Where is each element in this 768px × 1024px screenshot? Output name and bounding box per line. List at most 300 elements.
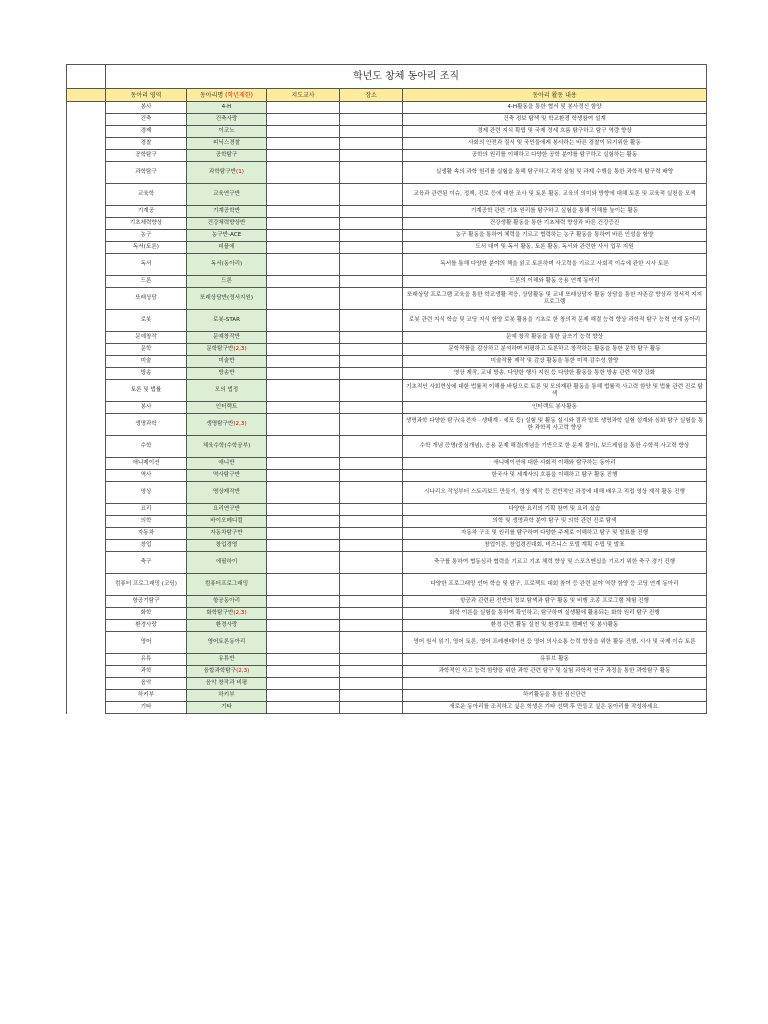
blank-cell [67,690,106,702]
grade-limit-note: (2,3) [236,668,250,674]
club-name: 요리연구반 [212,506,241,512]
header-row [67,89,707,102]
area-cell: 자동차 [106,528,187,540]
activity-cell: 시나리오 작성부터 스토리보드 만들기, 영상 제작 등 전반적인 과정에 대해 배우고 직접 영상 제작 활동 진행 [403,482,707,504]
activity-cell: 축구를 통하여 협동심과 협력을 기르고 기초 체력 향상 및 스포츠맨십을 기르기 위한 축구 경기 진행 [403,552,707,574]
activity-cell: 한국사 및 세계사의 흐름을 이해하고 탐구 활동 진행 [403,470,707,482]
advisor-cell [267,102,340,114]
activity-cell: 화학 이론을 실험을 통하여 확인하고, 탐구하며 실생활에 활용되는 화학 원리 탐구 진행 [403,608,707,620]
table-row [67,150,707,162]
advisor-cell [267,126,340,138]
place-cell [340,608,403,620]
advisor-cell [267,482,340,504]
club-name: 모의 법정 [214,387,239,393]
activity-cell: 새로운 동아리를 조직하고 싶은 학생은 기타 선택 후 만들고 싶은 동아리를 작성하세요. [403,702,707,714]
club-cell [187,126,267,138]
activity-cell: 농구 활동을 통하여 체력을 기르고 협력하는 농구 활동을 통하여 바른 인성을 함양 [403,230,707,242]
blank-cell [67,218,106,230]
blank-cell [67,470,106,482]
table-row [67,162,707,184]
area-cell: 기계공 [106,206,187,218]
blank-cell [67,504,106,516]
table-row [67,206,707,218]
table-row [67,504,707,516]
table-row [67,632,707,654]
club-name: 방송반 [218,370,235,376]
advisor-cell [267,380,340,402]
area-cell: 의학 [106,516,187,528]
blank-cell [67,89,106,102]
advisor-cell [267,288,340,310]
place-cell [340,184,403,206]
advisor-cell [267,436,340,458]
activity-cell: 환경 관련 활동 실천 및 환경보호 캠페인 및 봉사활동 [403,620,707,632]
area-cell: 애니메이션 [106,458,187,470]
area-cell: 농구 [106,230,187,242]
club-name: 농구반-ACE [211,232,242,238]
area-cell: 요리 [106,504,187,516]
advisor-cell [267,206,340,218]
header-activity: 동아리 활동 내용 [403,89,707,102]
place-cell [340,402,403,414]
activity-cell: 공학의 원리를 이해하고 다양한 공학 분야를 탐구하고 실험하는 활동 [403,150,707,162]
club-name: 독서(동아리) [210,261,243,267]
club-cell [187,504,267,516]
advisor-cell [267,184,340,206]
advisor-cell [267,552,340,574]
table-row [67,184,707,206]
advisor-cell [267,678,340,690]
club-cell [187,218,267,230]
activity-cell: 영상 제작, 교내 방송, 다양한 행사 지원 등 다양한 활동을 통한 방송 관련 역량 강화 [403,368,707,380]
place-cell [340,678,403,690]
blank-cell [67,114,106,126]
table-row [67,138,707,150]
table-row [67,666,707,678]
place-cell [340,414,403,436]
activity-cell: 4-H활동을 통한 협서 및 봉사정신 함양 [403,102,707,114]
activity-cell: 과학적인 사고 능력 함양을 위한 과학 관련 탐구 및 실험 과학적 연구 과정을 통한 과학탐구 활동 [403,666,707,678]
club-cell [187,414,267,436]
table-row [67,482,707,504]
blank-cell [67,702,106,714]
table-row [67,218,707,230]
blank-cell [67,126,106,138]
area-cell: 영상 [106,482,187,504]
club-organization-table [66,64,707,714]
place-cell [340,242,403,254]
table-row [67,702,707,714]
club-cell [187,690,267,702]
area-cell: 기초체력향상 [106,218,187,230]
table-row [67,344,707,356]
club-name: 바이오메디컬 [210,518,243,524]
activity-cell [403,678,707,690]
club-name: 역사탐구반 [212,472,241,478]
blank-cell [67,574,106,596]
blank-cell [67,482,106,504]
club-cell [187,184,267,206]
area-cell: 컴퓨터 프로그래밍 (코딩) [106,574,187,596]
blank-cell [67,458,106,470]
advisor-cell [267,150,340,162]
club-cell [187,436,267,458]
grade-limit-note: (2,3) [233,421,247,427]
place-cell [340,702,403,714]
club-name: 생명탐구반 [206,421,234,427]
area-cell: 교육학 [106,184,187,206]
place-cell [340,540,403,552]
area-cell: 영어 [106,632,187,654]
grade-limit-note: (1) [236,169,244,175]
advisor-cell [267,654,340,666]
table-row [67,678,707,690]
advisor-cell [267,368,340,380]
table-row [67,528,707,540]
blank-cell [67,528,106,540]
blank-cell [67,596,106,608]
table-row [67,380,707,402]
activity-cell: 창업이론, 창업경진대회, 비즈니스 모델 계획 수립 및 발표 [403,540,707,552]
club-name: 공학탐구 [215,152,238,158]
place-cell [340,254,403,276]
activity-cell: 건축 정보 탐색 및 학교환경 학생참여 설계 [403,114,707,126]
advisor-cell [267,138,340,150]
table-row [67,288,707,310]
club-name: 4-H [221,104,232,110]
place-cell [340,230,403,242]
place-cell [340,114,403,126]
place-cell [340,162,403,184]
area-cell: 공학탐구 [106,150,187,162]
area-cell: 환경사랑 [106,620,187,632]
place-cell [340,218,403,230]
club-cell [187,206,267,218]
club-cell [187,608,267,620]
activity-cell: 교육과 관련된 이슈, 정책, 진로 등에 대한 조사 및 토론 활동, 교육의 의미와 방향에 대해 토론 및 교육적 실천을 모색 [403,184,707,206]
blank-cell [67,608,106,620]
activity-cell: 자동차 구조 및 원리를 탐구하며 다양한 주제로 이해하고 탐구 및 발표를 진행 [403,528,707,540]
area-cell: 음악 [106,678,187,690]
advisor-cell [267,310,340,332]
advisor-cell [267,574,340,596]
club-name: 창업경영 [215,542,238,548]
place-cell [340,276,403,288]
club-name: 피닉스경찰 [212,140,241,146]
blank-cell [67,65,106,89]
club-cell [187,332,267,344]
table-row [67,242,707,254]
club-name: 피플에 [218,244,235,250]
club-cell [187,310,267,332]
blank-cell [67,276,106,288]
advisor-cell [267,516,340,528]
club-name: 미술반 [218,358,235,364]
area-cell: 문예창작 [106,332,187,344]
club-cell [187,596,267,608]
table-row [67,230,707,242]
club-name: 기타 [221,704,232,710]
activity-cell: 기초적인 사회현상에 대한 법률적 이해를 바탕으로 토론 및 모의재판 활동을 통해 법률적 사고력 함양 및 법률 관련 진로 탐색 [403,380,707,402]
table-row [67,368,707,380]
club-name: 에필하이 [215,559,238,565]
club-cell [187,344,267,356]
advisor-cell [267,702,340,714]
area-cell: 독서(토론) [106,242,187,254]
activity-cell: 항공과 관련된 전반의 정보 탐색과 탐구 활동 및 비행 조종 프로그램 체험 진행 [403,596,707,608]
activity-cell: 문예 창작 활동을 통한 글쓰기 능력 향상 [403,332,707,344]
grade-limit-note: (2,3) [233,610,247,616]
club-cell [187,254,267,276]
advisor-cell [267,356,340,368]
advisor-cell [267,596,340,608]
table-row [67,356,707,368]
advisor-cell [267,218,340,230]
table-row [67,596,707,608]
area-cell: 토론 및 법률 [106,380,187,402]
club-name: 건축사랑 [215,116,238,122]
area-cell: 생명과학 [106,414,187,436]
club-cell [187,552,267,574]
table-row [67,254,707,276]
club-cell [187,276,267,288]
club-name: 문학탐구반 [206,346,234,352]
place-cell [340,458,403,470]
club-name: 융합과학탐구 [203,668,237,674]
place-cell [340,620,403,632]
blank-cell [67,368,106,380]
area-cell: 방송 [106,368,187,380]
activity-cell: 또래상담 프로그램 교육을 통한 학교생활 적응, 상담활동 및 교내 또래상담자 활동 상담을 통한 자존감 향상과 정서적 지지 프로그램 [403,288,707,310]
club-name: 체육수학(수학공부) [202,443,251,449]
area-cell: 항공기탐구 [106,596,187,608]
blank-cell [67,310,106,332]
place-cell [340,332,403,344]
place-cell [340,574,403,596]
blank-cell [67,288,106,310]
table-row [67,310,707,332]
club-cell [187,380,267,402]
blank-cell [67,678,106,690]
club-name: 유튜반 [218,656,235,662]
activity-cell: 인터랙트 봉사활동 [403,402,707,414]
sheet-title: 학년도 창체 동아리 조직 [106,65,707,89]
header-area: 동아리 영역 [106,89,187,102]
blank-cell [67,552,106,574]
table-row [67,332,707,344]
blank-cell [67,344,106,356]
club-cell [187,114,267,126]
table-row [67,574,707,596]
activity-cell: 다양한 프로그래밍 언어 학습 및 탐구, 프로젝트 대회 참여 등 관련 분야 역량 함양 등 코딩 연계 동아리 [403,574,707,596]
club-cell [187,620,267,632]
blank-cell [67,356,106,368]
area-cell: 또래상담 [106,288,187,310]
club-name: 또래상담반(정서지원) [200,295,253,301]
club-cell [187,666,267,678]
club-name: 컴퓨터프로그래밍 [204,581,249,587]
blank-cell [67,632,106,654]
activity-cell: 기계공학 관련 기초 원리를 탐구하고 실험을 통해 이해를 높이는 활동 [403,206,707,218]
blank-cell [67,230,106,242]
header-club-name-label: 동아리명 [200,91,224,99]
activity-cell: 생명과학 다양한 탐구(유전자 · 생태계 · 세포 등) 실험 및 활동 실시와 결과 발표 생명과학 실험 설계와 심화 탐구 실험을 통한 과학적 사고력 향상 [403,414,707,436]
table-row [67,126,707,138]
place-cell [340,126,403,138]
place-cell [340,470,403,482]
place-cell [340,310,403,332]
area-cell: 기타 [106,702,187,714]
activity-cell: 수학 개념 증명(중심개념), 응용 문제 해결(개념을 기반으로 한 문제 풀이), 보드게임을 통한 수학적 사고력 향상 [403,436,707,458]
place-cell [340,596,403,608]
place-cell [340,102,403,114]
advisor-cell [267,230,340,242]
table-row [67,620,707,632]
activity-cell: 로봇 관련 지식 학습 및 코딩 지식 함양 로봇 활용을 기초로 한 창의적 문제 해결 능력 향상 과학적 탐구 능력 연계 동아리 [403,310,707,332]
activity-cell: 의학 및 생명과학 분야 탐구 및 의학 관련 진로 탐색 [403,516,707,528]
advisor-cell [267,276,340,288]
header-club-name-note: (학년제한) [225,91,253,99]
area-cell: 드론 [106,276,187,288]
activity-cell: 실생활 속의 과학 원리를 실험을 통해 탐구하고 과학 실험 및 과제 수행을 통한 과학적 탐구력 배양 [403,162,707,184]
area-cell: 수학 [106,436,187,458]
club-name: 자동차탐구반 [210,530,243,536]
blank-cell [67,436,106,458]
place-cell [340,552,403,574]
club-name: 음악 창작과 비평 [205,680,248,686]
club-name: 문예창작반 [212,334,241,340]
club-cell [187,516,267,528]
table-row [67,552,707,574]
header-club-name [187,89,267,102]
club-name: 건강체력향상반 [207,220,246,226]
area-cell: 축구 [106,552,187,574]
area-cell: 문학 [106,344,187,356]
club-cell [187,482,267,504]
blank-cell [67,138,106,150]
place-cell [340,666,403,678]
place-cell [340,288,403,310]
grade-limit-note: (2,3) [233,346,247,352]
area-cell: 봉사 [106,402,187,414]
advisor-cell [267,254,340,276]
club-name: 하키부 [218,692,235,698]
club-cell [187,458,267,470]
activity-cell: 도서 대여 및 독서 활동, 토론 활동, 독서와 관련한 사서 업무 지원 [403,242,707,254]
table-row [67,276,707,288]
advisor-cell [267,344,340,356]
advisor-cell [267,608,340,620]
club-name: 이코노 [218,128,235,134]
activity-cell: 건강생활 활동을 통한 기초체력 향상과 바른 건강증진 [403,218,707,230]
advisor-cell [267,504,340,516]
club-name: 로봇-STAR [212,317,241,323]
blank-cell [67,254,106,276]
place-cell [340,690,403,702]
table-row [67,540,707,552]
area-cell: 화학 [106,608,187,620]
advisor-cell [267,540,340,552]
place-cell [340,654,403,666]
club-name: 교육연구반 [212,191,241,197]
area-cell: 과학 [106,666,187,678]
advisor-cell [267,690,340,702]
table-row [67,458,707,470]
activity-cell: 애니메이션에 대한 사회적 이해와 탐구하는 동아리 [403,458,707,470]
area-cell: 창업 [106,540,187,552]
advisor-cell [267,470,340,482]
club-cell [187,102,267,114]
club-name: 드론 [221,278,232,284]
area-cell: 하키부 [106,690,187,702]
club-name: 인터랙트 [215,404,238,410]
area-cell: 과학탐구 [106,162,187,184]
blank-cell [67,620,106,632]
blank-cell [67,666,106,678]
place-cell [340,436,403,458]
activity-cell: 문학작품을 감상하고 분석하며 비평하고 토론하고 창작하는 활동을 통한 문학 탐구 활동 [403,344,707,356]
activity-cell: 영어 원서 읽기, 영어 토론, 영어 프레젠테이션 등 영어 의사소통 능력 향상을 위한 활동 진행, 시사 및 국제 이슈 토론 [403,632,707,654]
table-row [67,102,707,114]
advisor-cell [267,458,340,470]
table-row [67,608,707,620]
club-cell [187,230,267,242]
blank-cell [67,162,106,184]
table-row [67,414,707,436]
table-row [67,470,707,482]
blank-cell [67,206,106,218]
blank-cell [67,414,106,436]
advisor-cell [267,528,340,540]
club-cell [187,654,267,666]
club-cell [187,288,267,310]
place-cell [340,528,403,540]
area-cell: 독서 [106,254,187,276]
club-cell [187,150,267,162]
area-cell: 경찰 [106,138,187,150]
blank-cell [67,402,106,414]
club-name: 영어토론동아리 [207,639,246,645]
place-cell [340,344,403,356]
club-cell [187,368,267,380]
table-row [67,690,707,702]
table-row [67,114,707,126]
activity-cell: 드론의 이해와 활동 응용 연계 동아리 [403,276,707,288]
area-cell: 역사 [106,470,187,482]
table-row [67,516,707,528]
advisor-cell [267,620,340,632]
place-cell [340,138,403,150]
club-name: 애니반 [218,460,235,466]
club-cell [187,242,267,254]
table-row [67,436,707,458]
activity-cell: 하키활동을 통한 심신단련 [403,690,707,702]
header-place: 장소 [340,89,403,102]
club-cell [187,470,267,482]
club-name: 과학탐구반 [209,169,237,175]
blank-cell [67,150,106,162]
club-cell [187,574,267,596]
area-cell: 봉사 [106,102,187,114]
place-cell [340,356,403,368]
club-name: 환경사랑 [215,622,238,628]
activity-cell: 유튜브 활동 [403,654,707,666]
club-name: 화학탐구반 [206,610,234,616]
club-name: 항공동아리 [212,598,241,604]
place-cell [340,206,403,218]
advisor-cell [267,114,340,126]
advisor-cell [267,414,340,436]
